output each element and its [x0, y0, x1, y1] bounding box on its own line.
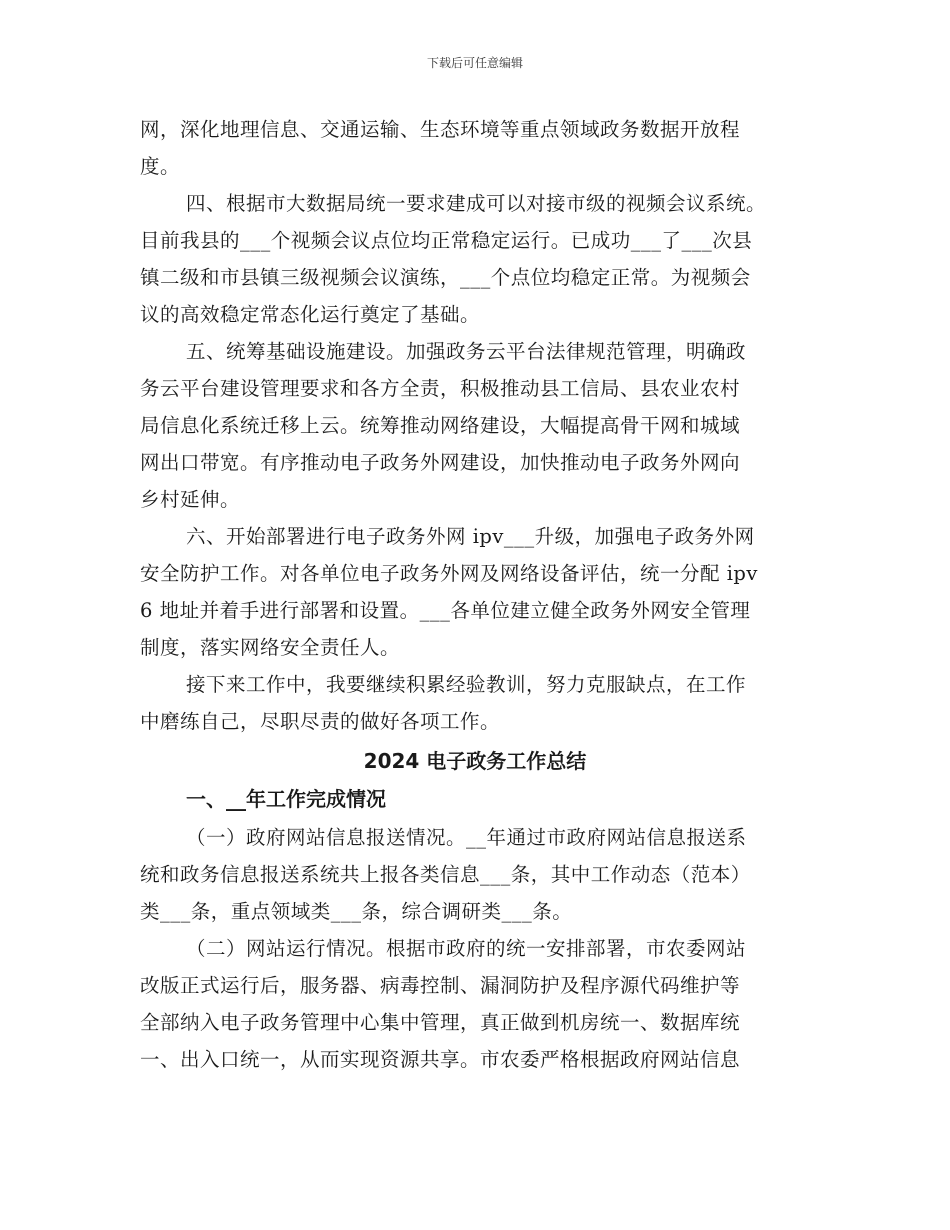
paragraph-line: 中磨练自己，尽职尽责的做好各项工作。 [140, 710, 501, 733]
paragraph-line: 统和政务信息报送系统共上报各类信息___条，其中工作动态（范本） [140, 863, 751, 886]
paragraph-line: 6 地址并着手进行部署和设置。___各单位建立健全政务外网安全管理 [140, 599, 751, 622]
paragraph-line: 接下来工作中，我要继续积累经验教训，努力克服缺点，在工作 [186, 673, 747, 696]
paragraph-line: 类___条，重点领域类___条，综合调研类___条。 [140, 900, 573, 923]
paragraph-line: 四、根据市大数据局统一要求建成可以对接市级的视频会议系统。 [186, 192, 767, 215]
page-header: 下载后可任意编辑 [426, 56, 523, 70]
paragraph-line: 安全防护工作。对各单位电子政务外网及网络设备评估，统一分配 ipv [140, 562, 758, 585]
paragraph-line: 镇二级和市县镇三级视频会议演练，___个点位均稳定正常。为视频会 [140, 266, 751, 289]
paragraph-line: 目前我县的___个视频会议点位均正常稳定运行。已成功___了___次县 [140, 229, 753, 252]
paragraph-line: 网出口带宽。有序推动电子政务外网建设，加快推动电子政务外网向 [140, 451, 741, 474]
paragraph-line: 制度，落实网络安全责任人。 [140, 636, 401, 659]
paragraph-line: 一、出入口统一，从而实现资源共享。市农委严格根据政府网站信息 [140, 1048, 741, 1071]
paragraph-line: 度。 [140, 155, 181, 178]
paragraph-line: 改版正式运行后，服务器、病毒控制、漏洞防护及程序源代码维护等 [140, 974, 741, 997]
paragraph-line: 网，深化地理信息、交通运输、生态环境等重点领域政务数据开放程 [140, 118, 741, 141]
paragraph-line: （二）网站运行情况。根据市政府的统一安排部署，市农委网站 [186, 937, 747, 960]
paragraph-line: 议的高效稳定常态化运行奠定了基础。 [140, 303, 481, 326]
paragraph-line: 全部纳入电子政务管理中心集中管理，真正做到机房统一、数据库统 [140, 1011, 741, 1034]
paragraph-line: 局信息化系统迁移上云。统筹推动网络建设，大幅提高骨干网和城域 [140, 414, 741, 437]
paragraph-line: 五、统筹基础设施建设。加强政务云平台法律规范管理，明确政 [186, 340, 747, 363]
section-heading: 一、__年工作完成情况 [186, 787, 386, 811]
paragraph-line: 务云平台建设管理要求和各方全责，积极推动县工信局、县农业农村 [140, 377, 741, 400]
paragraph-line: 乡村延伸。 [140, 488, 241, 511]
paragraph-line: （一）政府网站信息报送情况。__年通过市政府网站信息报送系 [186, 826, 747, 849]
paragraph-line: 六、开始部署进行电子政务外网 ipv___升级，加强电子政务外网 [186, 525, 755, 548]
document-title: 2024 电子政务工作总结 [363, 749, 587, 773]
